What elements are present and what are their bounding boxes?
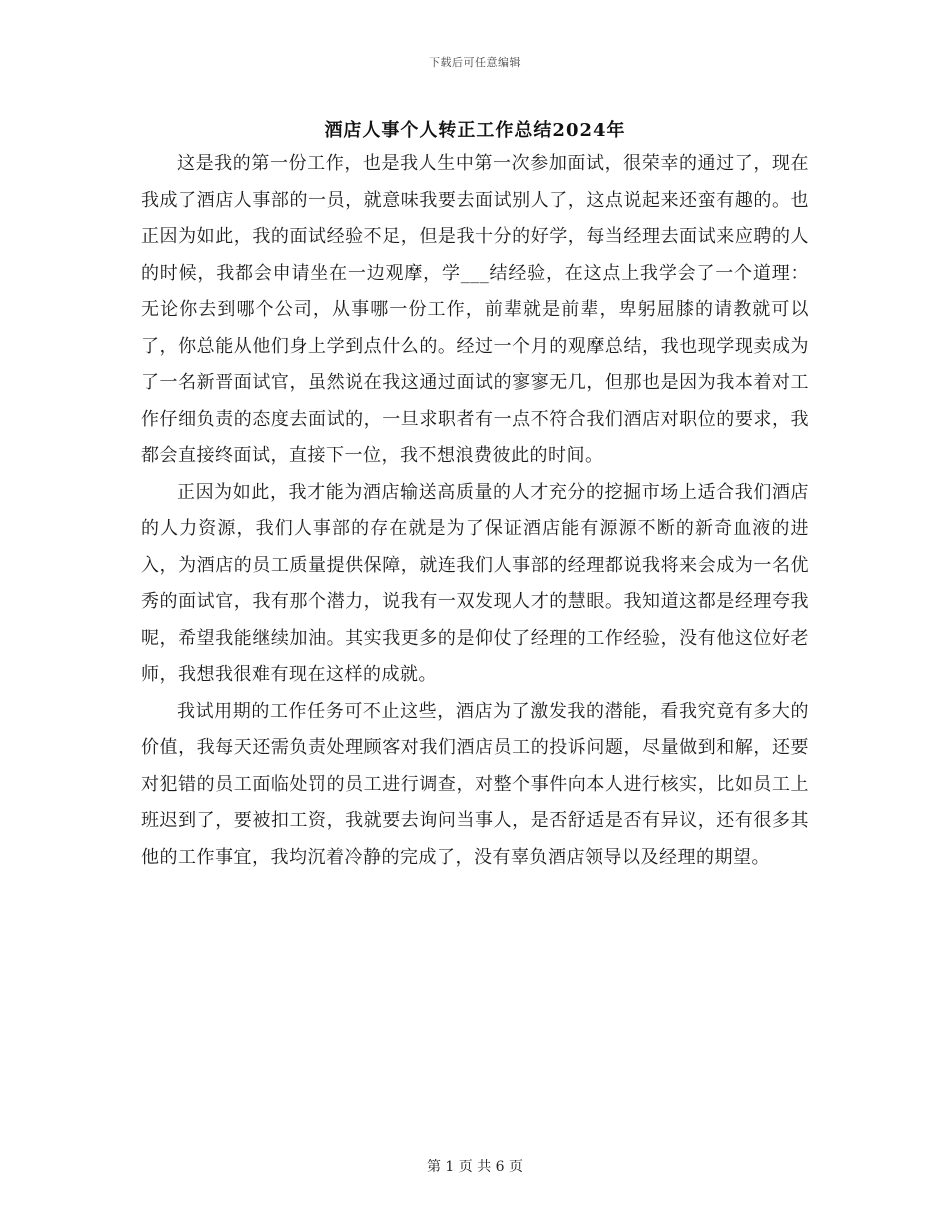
document-body: [141, 146, 809, 876]
page-number: 第 1 页 共 6 页: [426, 1159, 524, 1175]
paragraph: 这是我的第一份工作，也是我人生中第一次参加面试，很荣幸的通过了，现在我成了酒店人事部的一员，就意味我要去面试别人了，这点说起来还蛮有趣的。也正因为如此，我的面试经验不足，但是我十分的好学，每当经理去面试来应聘的人的时候，我都会申请坐在一边观摩，学___结经验，在这点上我学会了一个道理：无论你去到哪个公司，从事哪一份工作，前辈就是前辈，卑躬屈膝的请教就可以了，你总能从他们身上学到点什么的。经过一个月的观摩总结，我也现学现卖成为了一名新晋面试官，虽然说在我这通过面试的寥寥无几，但那也是因为我本着对工作仔细负责的态度去面试的，一旦求职者有一点不符合我们酒店对职位的要求，我都会直接终面试，直接下一位，我不想浪费彼此的时间。: [141, 153, 809, 466]
paragraph: 我试用期的工作任务可不止这些，酒店为了激发我的潜能，看我究竟有多大的价值，我每天还需负责处理顾客对我们酒店员工的投诉问题，尽量做到和解，还要对犯错的员工面临处罚的员工进行调查，对整个事件向本人进行核实，比如员工上班迟到了，要被扣工资，我就要去询问当事人，是否舒适是否有异议，还有很多其他的工作事宜，我均沉着冷静的完成了，没有辜负酒店领导以及经理的期望。: [141, 700, 809, 868]
paragraph: 正因为如此，我才能为酒店输送高质量的人才充分的挖掘市场上适合我们酒店的人力资源，我们人事部的存在就是为了保证酒店能有源源不断的新奇血液的进入，为酒店的员工质量提供保障，就连我们人事部的经理都说我将来会成为一名优秀的面试官，我有那个潜力，说我有一双发现人才的慧眼。我知道这都是经理夸我呢，希望我能继续加油。其实我更多的是仰仗了经理的工作经验，没有他这位好老师，我想我很难有现在这样的成就。: [141, 481, 809, 685]
header-note: 下载后可任意编辑: [429, 56, 521, 69]
document-title: 酒店人事个人转正工作总结2024年: [324, 120, 626, 141]
